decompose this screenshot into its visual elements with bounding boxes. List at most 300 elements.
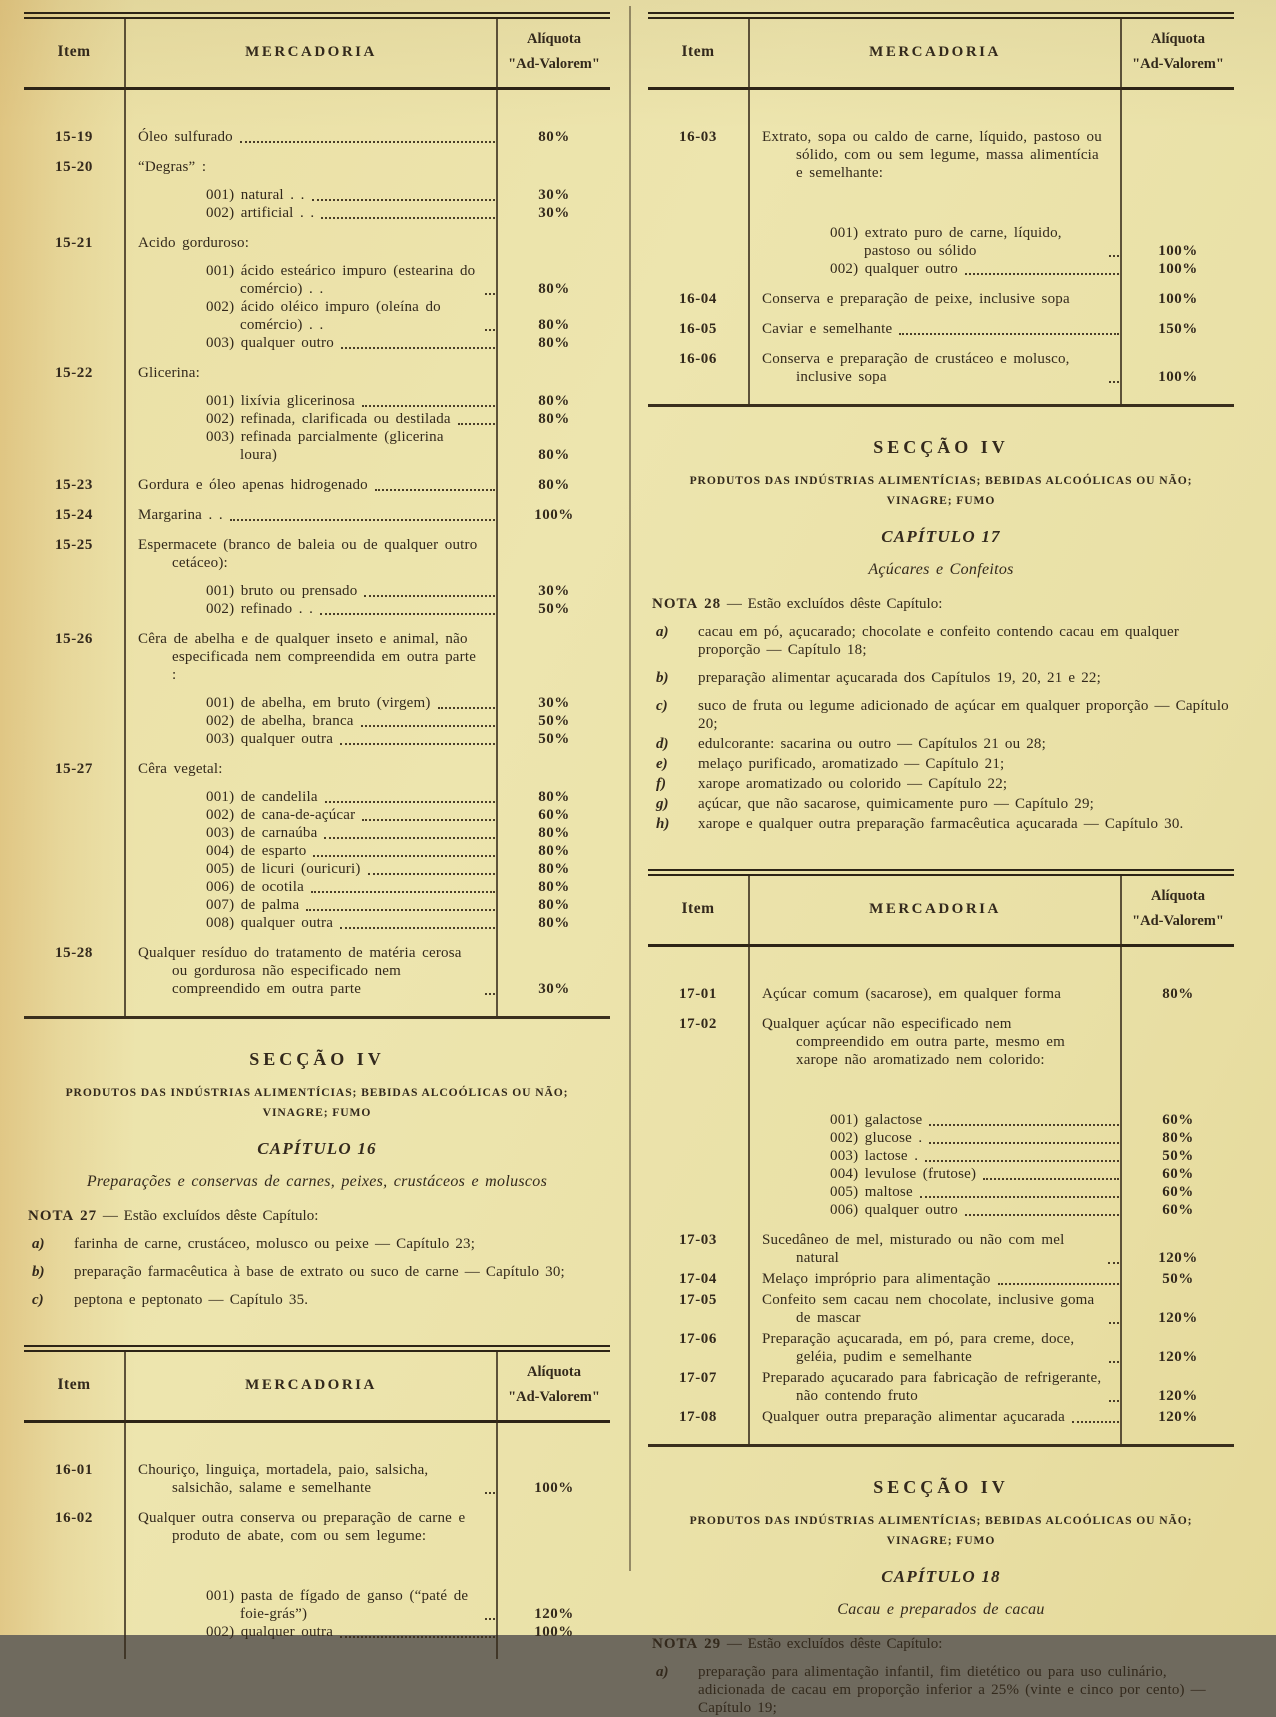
table-row [24,630,610,748]
row-entries [748,1330,1234,1366]
nota-item [648,669,1234,687]
row-entries [124,506,610,524]
column-header-mercadoria: MERCADORIA [245,1376,377,1393]
table-row [24,1509,610,1641]
item-code: 16-02 [55,1510,93,1526]
aliquota-value: 80% [538,861,570,877]
column-header-aliquota [1122,888,1234,930]
merchandise-text: Gordura e óleo apenas hidrogenado [138,477,368,493]
merchandise-line [124,760,498,778]
aliquota-value: 100% [534,1480,574,1496]
aliquota-value: 50% [1162,1148,1194,1164]
aliquota-value: 100% [1158,261,1198,277]
dot-leader [1072,1421,1119,1423]
item-code: 17-08 [679,1409,717,1425]
aliquota-value: 60% [1162,1184,1194,1200]
merchandise-text: 006) qualquer outro [830,1202,958,1218]
aliquota-label-line2: "Ad-Valorem" [508,56,600,72]
tariff-table-chapter-16-right [648,12,1234,407]
row-entry [124,1587,610,1623]
row-entry [124,334,610,352]
merchandise-text: 002) refinado . . [206,601,314,617]
row-entry [748,1111,1234,1129]
dot-leader [340,927,495,929]
dot-leader [965,1214,1119,1216]
aliquota-value: 30% [538,981,570,997]
merchandise-line [124,334,498,352]
merchandise-line [748,1183,1122,1201]
row-entries [124,1461,610,1497]
table-row [24,128,610,146]
merchandise-text: 002) de abelha, branca [206,713,354,729]
merchandise-text: 004) levulose (frutose) [830,1166,977,1182]
dot-leader [1109,1322,1119,1324]
dot-leader [306,909,495,911]
nota-item-letter: b) [32,1264,45,1280]
merchandise-text: 001) de abelha, em bruto (virgem) [206,695,431,711]
dot-leader [485,329,495,331]
column-header-mercadoria: MERCADORIA [869,900,1001,917]
dot-leader [1109,381,1119,383]
section-title: SECÇÃO IV [873,1477,1009,1497]
merchandise-line [124,582,498,600]
row-entries [748,1408,1234,1426]
row-entry [124,842,610,860]
row-entry [124,392,610,410]
row-entries [124,364,610,464]
nota-items [24,1235,610,1309]
dot-leader [485,993,495,995]
merchandise-line [748,1270,1122,1288]
dot-leader [230,519,495,521]
dot-leader [925,1160,1119,1162]
table-row [24,476,610,494]
aliquota-value: 80% [538,335,570,351]
row-entry [124,806,610,824]
merchandise-line [124,234,498,252]
aliquota-value: 30% [538,583,570,599]
item-code: 15-21 [55,235,93,251]
row-entry [124,730,610,748]
merchandise-text: 001) pasta de fígado de ganso (“paté de foie-grás”) [206,1588,469,1622]
aliquota-value: 50% [538,601,570,617]
dot-leader [965,273,1119,275]
merchandise-line [124,410,498,428]
nota-line [648,1636,1234,1653]
row-entry [748,260,1234,278]
chapter-heading: CAPÍTULO 16 [257,1139,377,1158]
aliquota-label-line2: "Ad-Valorem" [1132,913,1224,929]
nota-items [648,623,1234,833]
merchandise-text: 002) glucose . [830,1130,923,1146]
nota-items [648,1663,1234,1717]
table-row [648,320,1234,338]
merchandise-line [748,1408,1122,1426]
row-entry [124,128,610,146]
merchandise-text: Óleo sulfurado [138,129,233,145]
row-entry [124,944,610,998]
aliquota-value: 80% [538,393,570,409]
merchandise-text: 002) qualquer outro [830,261,958,277]
row-entry [124,428,610,464]
merchandise-text: Preparado açucarado para fabricação de refrigerante, não contendo fruto [762,1370,1102,1404]
dot-leader [375,489,495,491]
item-code: 15-25 [55,537,93,553]
row-entry [124,506,610,524]
merchandise-text: 007) de palma [206,897,300,913]
dot-leader [1109,255,1119,257]
table-row [648,1369,1234,1405]
section-products-line1: PRODUTOS DAS INDÚSTRIAS ALIMENTÍCIAS; BEBIDAS ALCOÓLICAS OU NÃO; [65,1086,569,1099]
merchandise-text: Qualquer outra conserva ou preparação de carne e produto de abate, com ou sem legume: [138,1510,466,1544]
dot-leader [313,855,495,857]
dot-leader [998,1283,1119,1285]
merchandise-text: Qualquer resíduo do tratamento de matéria cerosa ou gordurosa não especificado nem compreendido em outra parte [138,945,462,997]
column-header-item: Item [681,43,715,60]
section-chapter-16 [24,1049,610,1309]
item-code: 16-03 [679,129,717,145]
item-code: 15-19 [55,129,93,145]
nota-line [648,596,1234,613]
table-rule-vertical-left [748,19,750,404]
aliquota-value: 100% [1158,291,1198,307]
nota-item [648,815,1234,833]
row-entry [124,788,610,806]
merchandise-line [124,262,498,298]
dot-leader [240,141,495,143]
row-entry [124,158,610,176]
row-entry [748,1270,1234,1288]
merchandise-line [748,1129,1122,1147]
dot-leader [1109,1361,1119,1363]
item-code: 15-24 [55,507,93,523]
aliquota-value: 50% [538,731,570,747]
nota-item [648,623,1234,659]
table-rule-vertical-left [124,19,126,1016]
row-entry [124,410,610,428]
nota-text: — Estão excluídos dêste Capítulo: [97,1208,319,1224]
row-entry [124,1509,610,1545]
merchandise-line [124,860,498,878]
row-entry [124,694,610,712]
column-header-aliquota [1122,31,1234,73]
merchandise-text: Conserva e preparação de crustáceo e molusco, inclusive sopa [762,351,1070,385]
table-row [24,506,610,524]
merchandise-line [124,824,498,842]
merchandise-text: Preparação açucarada, em pó, para creme, doce, geléia, pudim e semelhante [762,1331,1075,1365]
table-row [24,364,610,464]
nota-item [648,795,1234,813]
nota-item-text: xarope aromatizado ou colorido — Capítulo 22; [698,776,1008,792]
merchandise-text: “Degras” : [138,159,207,175]
merchandise-text: Qualquer outra preparação alimentar açucarada [762,1409,1065,1425]
row-entry [748,128,1234,182]
table-row [648,1408,1234,1426]
merchandise-text: Espermacete (branco de baleia ou de qualquer outro cetáceo): [138,537,478,571]
dot-leader [340,1636,495,1638]
dot-leader [362,405,495,407]
table-row [648,985,1234,1003]
dot-leader [321,217,495,219]
merchandise-text: Chouriço, linguiça, mortadela, paio, salsicha, salsichão, salame e semelhante [138,1462,429,1496]
row-entry [124,186,610,204]
merchandise-text: 002) refinada, clarificada ou destilada [206,411,451,427]
nota-item-text: açúcar, que não sacarose, quimicamente puro — Capítulo 29; [698,796,1095,812]
dot-leader [1108,1262,1119,1264]
row-entry [124,1461,610,1497]
merchandise-line [748,1291,1122,1327]
row-entry [124,600,610,618]
merchandise-text: Margarina . . [138,507,223,523]
nota-item-letter: c) [656,698,668,714]
section-products-line2: VINAGRE; FUMO [262,1106,372,1119]
nota-item-text: melaço purificado, aromatizado — Capítulo 21; [698,756,1005,772]
row-entry [124,878,610,896]
merchandise-line [124,1509,498,1545]
table-header [648,19,1234,90]
table-rule-vertical-left [748,876,750,1444]
aliquota-value: 50% [1162,1271,1194,1287]
aliquota-value: 120% [1158,1250,1198,1266]
table-rule-vertical-left [124,1352,126,1659]
nota-item-letter: c) [32,1292,44,1308]
merchandise-text: 008) qualquer outra [206,915,334,931]
row-entry [748,224,1234,260]
item-code: 15-28 [55,945,93,961]
merchandise-line [124,1587,498,1623]
aliquota-value: 120% [1158,1409,1198,1425]
column-header-item: Item [681,900,715,917]
row-entry [124,234,610,252]
nota-item-text: cacau em pó, açucarado; chocolate e confeito contendo cacau em qualquer proporção — Capítulo 18; [698,624,1180,658]
item-code: 16-01 [55,1462,93,1478]
merchandise-line [748,1330,1122,1366]
merchandise-text: 006) de ocotila [206,879,304,895]
aliquota-value: 30% [538,187,570,203]
row-entries [748,290,1234,308]
column-header-item: Item [57,1376,91,1393]
row-entries [748,1015,1234,1219]
dot-leader [485,1618,495,1620]
aliquota-value: 80% [538,411,570,427]
merchandise-line [124,896,498,914]
row-entries [748,985,1234,1003]
row-entry [124,860,610,878]
dot-leader [340,743,495,745]
table-row [648,1270,1234,1288]
nota-item-letter: a) [656,1664,669,1680]
dot-leader [1109,1400,1119,1402]
row-entries [748,128,1234,278]
table-row [648,128,1234,278]
chapter-subtitle: Preparações e conservas de carnes, peixes, crustáceos e moluscos [86,1173,548,1190]
dot-leader [341,347,495,349]
merchandise-line [124,298,498,334]
nota-item-text: preparação alimentar açucarada dos Capítulos 19, 20, 21 e 22; [698,670,1101,686]
merchandise-line [124,806,498,824]
item-code: 17-04 [679,1271,717,1287]
item-code: 15-26 [55,631,93,647]
aliquota-value: 120% [534,1606,574,1622]
row-entries [124,1509,610,1641]
row-entry [748,1165,1234,1183]
row-entries [748,350,1234,386]
row-entry [748,1015,1234,1069]
row-entry [748,985,1234,1003]
merchandise-line [124,1461,498,1497]
nota-item-letter: h) [656,816,670,832]
row-entry [124,476,610,494]
merchandise-text: Açúcar comum (sacarose), em qualquer forma [762,986,1062,1002]
merchandise-line [748,1147,1122,1165]
item-code: 15-23 [55,477,93,493]
aliquota-value: 80% [538,129,570,145]
aliquota-value: 30% [538,205,570,221]
table-rule-vertical-right [1120,19,1122,404]
nota-item [24,1291,610,1309]
tariff-table-chapter-15 [24,12,610,1019]
dot-leader [362,819,495,821]
row-entry [748,1330,1234,1366]
merchandise-line [124,694,498,712]
dot-leader [361,725,495,727]
merchandise-text: Extrato, sopa ou caldo de carne, líquido, pastoso ou sólido, com ou sem legume, massa alimentícia e semelhante: [762,129,1102,181]
aliquota-value: 120% [1158,1349,1198,1365]
dot-leader [438,707,495,709]
aliquota-value: 80% [538,317,570,333]
row-entries [124,944,610,998]
row-entries [124,128,610,146]
merchandise-text: 003) qualquer outra [206,731,334,747]
row-entries [748,1291,1234,1327]
row-entry [748,1369,1234,1405]
table-row [24,234,610,352]
row-entries [748,1369,1234,1405]
dot-leader [983,1178,1119,1180]
dot-leader [929,1142,1119,1144]
row-entries [748,1231,1234,1267]
nota-item [648,1663,1234,1717]
dot-leader [920,1196,1119,1198]
merchandise-text: 002) qualquer outra [206,1624,334,1640]
table-row [648,350,1234,386]
nota-item-text: preparação para alimentação infantil, fim dietético ou para uso culinário, adicionada de cacau em proporção inferior a 25% (vinte e cinco por cento) — Capítulo 19; [698,1664,1206,1716]
aliquota-value: 100% [1158,243,1198,259]
merchandise-line [124,364,498,382]
row-entry [748,1201,1234,1219]
aliquota-value: 100% [534,507,574,523]
section-products-line2: VINAGRE; FUMO [886,1534,996,1547]
aliquota-value: 150% [1158,321,1198,337]
item-code: 16-04 [679,291,717,307]
aliquota-value: 80% [538,447,570,463]
merchandise-line [748,128,1122,182]
column-header-item: Item [57,43,91,60]
row-entries [748,320,1234,338]
table-header [24,19,610,90]
merchandise-line [124,842,498,860]
merchandise-line [124,158,498,176]
nota-item [648,697,1234,733]
aliquota-value: 80% [1162,1130,1194,1146]
column-header-aliquota [498,1364,610,1406]
table-row [648,290,1234,308]
table-row [24,944,610,998]
nota-label: NOTA 29 [652,1636,722,1652]
merchandise-text: 003) lactose . [830,1148,919,1164]
row-entry [124,914,610,932]
section-title: SECÇÃO IV [249,1049,385,1069]
table-body [648,90,1234,404]
dot-leader [324,837,495,839]
column-header-mercadoria: MERCADORIA [245,43,377,60]
dot-leader [368,873,495,875]
merchandise-text: Confeito sem cacau nem chocolate, inclusive goma de mascar [762,1292,1095,1326]
table-row [648,1231,1234,1267]
item-code: 17-06 [679,1331,717,1347]
merchandise-line [124,1623,498,1641]
dot-leader [458,423,495,425]
aliquota-value: 80% [538,825,570,841]
merchandise-line [124,944,498,998]
merchandise-text: Sucedâneo de mel, misturado ou não com mel natural [762,1232,1065,1266]
item-code: 17-03 [679,1232,717,1248]
nota-item [648,755,1234,773]
merchandise-text: 004) de esparto [206,843,307,859]
aliquota-label-line1: Alíquota [1151,31,1205,47]
row-entry [124,824,610,842]
merchandise-line [748,260,1122,278]
nota-item-letter: a) [656,624,669,640]
merchandise-line [748,1231,1122,1267]
item-code: 17-05 [679,1292,717,1308]
merchandise-text: 003) qualquer outro [206,335,334,351]
aliquota-value: 100% [1158,369,1198,385]
merchandise-line [748,224,1122,260]
nota-item-text: suco de fruta ou legume adicionado de açúcar em qualquer proporção — Capítulo 20; [698,698,1229,732]
row-entry [124,630,610,684]
merchandise-text: Glicerina: [138,365,200,381]
merchandise-text: Qualquer açúcar não especificado nem compreendido em outra parte, mesmo em xarope não aromatizado nem colorido: [762,1016,1065,1068]
row-entries [124,760,610,932]
merchandise-text: 001) extrato puro de carne, líquido, pastoso ou sólido [830,225,1062,259]
aliquota-value: 100% [534,1624,574,1640]
nota-item-letter: f) [656,776,666,792]
merchandise-line [124,128,498,146]
table-body [24,1423,610,1659]
chapter-subtitle: Cacau e preparados de cacau [837,1601,1045,1618]
table-rule-vertical-right [1120,876,1122,1444]
table-header [24,1352,610,1423]
row-entry [748,1291,1234,1327]
section-products-line1: PRODUTOS DAS INDÚSTRIAS ALIMENTÍCIAS; BEBIDAS ALCOÓLICAS OU NÃO; [689,1514,1193,1527]
nota-item-text: edulcorante: sacarina ou outro — Capítulos 21 ou 28; [698,736,1046,752]
row-entries [124,158,610,222]
table-row [24,158,610,222]
row-entry [748,320,1234,338]
merchandise-text: 003) de carnaúba [206,825,318,841]
column-divider-rule [629,6,631,1571]
table-rule-vertical-right [496,19,498,1016]
merchandise-line [124,600,498,618]
merchandise-text: 001) galactose [830,1112,923,1128]
row-entry [124,364,610,382]
aliquota-value: 80% [1162,986,1194,1002]
merchandise-line [748,1369,1122,1405]
nota-label: NOTA 27 [28,1208,98,1224]
aliquota-value: 50% [538,713,570,729]
nota-item-letter: g) [656,796,669,812]
